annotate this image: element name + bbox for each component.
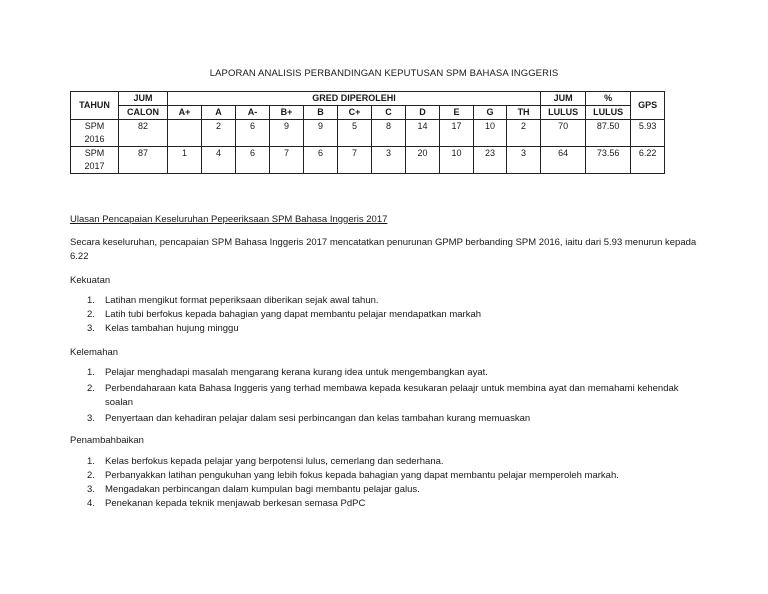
pct-lulus-cell: 87.50 bbox=[586, 120, 631, 147]
kelemahan-list bbox=[70, 366, 692, 426]
year-line1: SPM bbox=[84, 148, 105, 158]
list-item: 1. Latihan mengikut format peperiksaan diberikan sejak awal tahun. bbox=[87, 295, 379, 306]
table-row bbox=[71, 120, 665, 147]
grade-header: A+ bbox=[168, 106, 202, 120]
header-jum-calon-line1: JUM bbox=[119, 92, 168, 106]
grade-cell: 2 bbox=[202, 120, 236, 147]
grade-cell: 1 bbox=[168, 147, 202, 174]
pct-lulus-cell: 73.56 bbox=[586, 147, 631, 174]
grade-cell: 6 bbox=[304, 147, 338, 174]
kekuatan-heading: Kekuatan bbox=[70, 275, 111, 286]
grade-header: A- bbox=[236, 106, 270, 120]
grade-header: B bbox=[304, 106, 338, 120]
header-row bbox=[71, 92, 665, 106]
gps-cell: 5.93 bbox=[631, 120, 665, 147]
grade-header: C+ bbox=[338, 106, 372, 120]
grade-cell: 9 bbox=[304, 120, 338, 147]
list-item: 2. Perbanyakkan latihan pengukuhan yang lebih fokus kepada bahagian yang dapat membantu pelajar memperoleh markah. bbox=[87, 470, 619, 481]
list-item: 4. Penekanan kepada teknik menjawab berkesan semasa PdPC bbox=[87, 498, 366, 509]
grade-header: A bbox=[202, 106, 236, 120]
grade-cell: 14 bbox=[406, 120, 440, 147]
grade-cell: 17 bbox=[440, 120, 474, 147]
grade-header-row bbox=[71, 106, 665, 120]
grade-cell: 8 bbox=[372, 120, 406, 147]
results-table bbox=[70, 91, 665, 174]
grade-header: E bbox=[440, 106, 474, 120]
grade-cell: 7 bbox=[338, 147, 372, 174]
grade-cell: 3 bbox=[507, 147, 541, 174]
grade-cell: 4 bbox=[202, 147, 236, 174]
header-pct-lulus-line2: LULUS bbox=[586, 106, 631, 120]
list-item: 1. Kelas berfokus kepada pelajar yang berpotensi lulus, cemerlang dan sederhana. bbox=[87, 456, 444, 467]
header-jum-lulus-line2: LULUS bbox=[541, 106, 586, 120]
list-item: 2. Latih tubi berfokus kepada bahagian yang dapat membantu pelajar mendapatkan markah bbox=[87, 309, 482, 320]
year-line2: 2017 bbox=[84, 161, 105, 171]
grade-header: D bbox=[406, 106, 440, 120]
header-gred: GRED DIPEROLEHI bbox=[168, 92, 541, 106]
penambahbaikan-heading: Penambahbaikan bbox=[70, 435, 144, 446]
report-title: LAPORAN ANALISIS PERBANDINGAN KEPUTUSAN SPM BAHASA INGGERIS bbox=[209, 68, 559, 79]
lulus-cell: 64 bbox=[541, 147, 586, 174]
kekuatan-list bbox=[70, 294, 710, 336]
grade-cell: 2 bbox=[507, 120, 541, 147]
year-line1: SPM bbox=[84, 121, 105, 131]
grade-cell: 23 bbox=[474, 147, 507, 174]
grade-cell: 10 bbox=[474, 120, 507, 147]
grade-cell: 9 bbox=[270, 120, 304, 147]
review-summary: Secara keseluruhan, pencapaian SPM Bahasa Inggeris 2017 mencatatkan penurunan GPMP berbanding SPM 2016, iaitu dari 5.93 menurun kepada 6.22 bbox=[70, 237, 697, 262]
header-pct-lulus-line1: % bbox=[586, 92, 631, 106]
grade-header: TH bbox=[507, 106, 541, 120]
calon-cell: 87 bbox=[119, 147, 168, 174]
grade-header: G bbox=[474, 106, 507, 120]
grade-cell: 6 bbox=[236, 120, 270, 147]
table-row bbox=[71, 147, 665, 174]
list-item: 3. Kelas tambahan hujung minggu bbox=[87, 323, 239, 334]
year-cell bbox=[71, 120, 119, 147]
header-jum-calon-line2: CALON bbox=[119, 106, 168, 120]
year-line2: 2016 bbox=[84, 134, 105, 144]
grade-cell bbox=[168, 120, 202, 147]
lulus-cell: 70 bbox=[541, 120, 586, 147]
list-item: 3. Penyertaan dan kehadiran pelajar dalam sesi perbincangan dan kelas tambahan kurang memuaskan bbox=[87, 413, 531, 424]
grade-cell: 10 bbox=[440, 147, 474, 174]
header-gps: GPS bbox=[631, 92, 665, 120]
calon-cell: 82 bbox=[119, 120, 168, 147]
grade-header: B+ bbox=[270, 106, 304, 120]
penambahbaikan-list bbox=[70, 455, 710, 511]
grade-cell: 6 bbox=[236, 147, 270, 174]
grade-cell: 3 bbox=[372, 147, 406, 174]
list-item: 1. Pelajar menghadapi masalah mengarang kerana kurang idea untuk mengembangkan ayat. bbox=[87, 367, 488, 378]
kelemahan-heading: Kelemahan bbox=[70, 347, 119, 358]
grade-cell: 7 bbox=[270, 147, 304, 174]
header-tahun: TAHUN bbox=[71, 92, 119, 120]
list-item: 3. Mengadakan perbincangan dalam kumpulan bagi membantu pelajar galus. bbox=[87, 484, 420, 495]
review-heading: Ulasan Pencapaian Keseluruhan Pepeeriksaan SPM Bahasa Inggeris 2017 bbox=[70, 214, 388, 225]
year-cell bbox=[71, 147, 119, 174]
gps-cell: 6.22 bbox=[631, 147, 665, 174]
grade-cell: 20 bbox=[406, 147, 440, 174]
grade-cell: 5 bbox=[338, 120, 372, 147]
grade-header: C bbox=[372, 106, 406, 120]
list-item: 2. Perbendaharaan kata Bahasa Inggeris yang terhad membawa kepada kesukaran pelaajr untuk membina ayat dan memahami kehendak soalan bbox=[87, 383, 679, 408]
header-jum-lulus-line1: JUM bbox=[541, 92, 586, 106]
